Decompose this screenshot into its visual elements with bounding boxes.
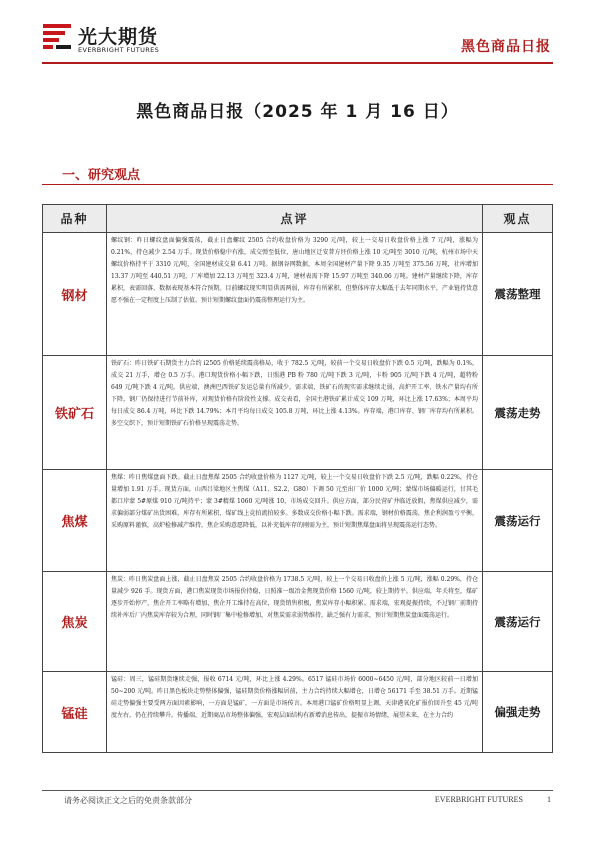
page-header: [0, 0, 595, 72]
footer-disclaimer: 请务必阅读正文之后的免责条款部分: [64, 796, 192, 805]
header-cell-view: 观点: [483, 205, 553, 233]
table-row: [43, 572, 553, 672]
header-cell-comment: 点评: [107, 205, 483, 233]
row-comment-steel: 螺纹钢：昨日螺纹盘面偏强震荡，截止日盘螺纹 2505 合约收盘价格为 3290 元/吨，较上一交易日收盘价格上涨 7 元/吨，涨幅为 0.21%，持仓减少 2.54 万手。现货价格稳中有涨，成交弹至低位，唐山地区迁安普方坯价格上涨 10 元/吨至 3010 元/吨，杭州市场中天螺纹价格持平于 3310 元/吨，全国建材成交量 6.41 万吨。据钢谷网数据，本周全国建材产量下降 9.35 万吨至 375.56 万吨，社库增加 13.37 万吨至 440.51 万吨，厂库增加 22.13 万吨至 323.4 万吨，建材表需下降 15.97 万吨至 340.06 万吨。建材产量继续下降，库存累积，表需回落，数据表现基本符合预期。目前螺纹现实明显供需两弱，库存有所累积，但整体库存大幅低于去年同期水平，产业链持货意愿不强在一定程度上压制了估值。预计短期螺纹盘面仍震荡整理运行为主。: [107, 233, 483, 356]
row-variety-silicomanganese: 锰硅: [43, 672, 107, 753]
row-view-silicomanganese: 偏强走势: [483, 672, 553, 753]
section-divider: [42, 184, 553, 185]
document-title: 黑色商品日报（2025 年 1 月 16 日）: [136, 102, 459, 122]
row-view-iron-ore: 震荡走势: [483, 356, 553, 470]
row-variety-coke: 焦炭: [43, 572, 107, 672]
row-comment-silicomanganese: 锰硅：周三，锰硅期货继续走强，报收 6714 元/吨，环比上涨 4.29%。6517 锰硅市场价 6000~6450 元/吨，部分地区较前一日增加 50~200 元/吨。昨日黑色板块走势整体偏强，锰硅期货价格涨幅居前，主力合约持续大幅增仓，日增仓 56171 手至 38.51 万手。近期锰硅走势偏强主要受两方面因素影响，一方面是锰矿，一方面是市场传言。本周港口锰矿价格明显上调，天津港氧化矿报价回升至 45 元/吨度左右，仍在持续攀升。传播端，近期商品市场整体偏强，宏观层面结构有新增消息传出，提振市场情绪，展望未来，在主力合约: [107, 672, 483, 753]
table-row: [43, 470, 553, 572]
section-title: 一、研究观点: [62, 168, 141, 183]
logo-english-text: EVERBRIGHT FUTURES: [78, 46, 160, 54]
everbright-logo-icon: [42, 22, 72, 54]
table-row: [43, 233, 553, 356]
page-footer: [0, 790, 595, 830]
header-divider: [42, 62, 553, 64]
row-comment-coke: 焦炭：昨日焦炭盘面上涨，截止日盘焦炭 2505 合约收盘价格为 1738.5 元/吨，较上一个交易日收盘价上涨 5 元/吨，涨幅 0.29%，持仓量减少 926 手。现货方面，港口焦炭现货市场报价持稳，日照准一级冶金焦现货价格 1560 元/吨，较上期持平。供应端，年关将至，煤矿逐步开始停产，焦企开工率略有增加，焦企开工维持在高位，现货销售积极，焦炭库存小幅积累。需求端，宏观提振持续，不过钢厂前期持续补库后厂内焦炭库存较为合理，同时钢厂集中检修增加，对焦炭需求弱势维持，缺乏强有力需求，预计短期焦炭盘面震荡运行。: [107, 572, 483, 672]
header-title: 黑色商品日报: [461, 39, 551, 55]
row-view-steel: 震荡整理: [483, 233, 553, 356]
row-variety-coking-coal: 焦煤: [43, 470, 107, 572]
row-variety-steel: 钢材: [43, 233, 107, 356]
logo-chinese-text: 光大期货: [78, 26, 159, 48]
row-comment-iron-ore: 铁矿石：昨日铁矿石期货主力合约 i2505 价格延续震荡格局，收于 782.5 元/吨，较前一个交易日收盘价下跌 0.5 元/吨，跌幅为 0.1%，成交 21 万手，增仓 0.5 万手。港口现货价格小幅下跌，日照港 PB 粉 780 元/吨下跌 3 元/吨，卡粉 905 元/吨下跌 4 元/吨，超特粉 649 元/吨下跌 4 元/吨。供应端，澳洲巴西铁矿发运总量有所减少，需求端，铁矿石的现实需求继续走弱，高炉开工率、铁水产量均有所下降，钢厂仍保持进行节前补库，对现货价格有阶段性支撑。成交表看，全国主港铁矿累计成交 109 万吨，环比上涨 17.63%；本周平均每日成交 86.4 万吨，环比下跌 14.79%；本月平均每日成交 105.8 万吨，环比上涨 4.13%。库存端，港口库存、钢厂库存均有所累积。多空交织下，预计短期铁矿石价格呈现震荡走势。: [107, 356, 483, 470]
table-header-row: [43, 205, 553, 233]
row-comment-coking-coal: 焦煤：昨日焦煤盘面下跌。截止日盘焦煤 2505 合约收盘价格为 1127 元/吨，较上一个交易日收盘价下跌 2.5 元/吨，跌幅 0.22%，持仓量增加 1.91 万手。现货方面，山西吕梁地区主焦煤（A11、S2.2、G80）下调 50 元至出厂价 1000 元/吨；蒙煤市场偏暖运行，甘其毛都口岸蒙 5#原煤 910 元/吨持平；蒙 3#精煤 1060 元/吨涨 10，市场成交回升。供应方面，部分民营矿井临近放假，焦煤供应减少，需求偏弱部分煤矿出货困难，库存有所累积，煤矿线上竞拍流拍较多。多数成交价格小幅下跌。需求端，钢材价格震荡，焦企利润盈亏平衡，采购原料谨慎，高炉检修减产维持，焦企采购意愿降低，以补充低库存的刚需为主，预计短期焦煤盘面将呈现震荡运行态势。: [107, 470, 483, 572]
table-row: [43, 356, 553, 470]
footer-company: EVERBRIGHT FUTURES: [434, 795, 523, 804]
row-variety-iron-ore: 铁矿石: [43, 356, 107, 470]
header-cell-variety: 品种: [43, 205, 107, 233]
company-logo: [42, 22, 182, 62]
footer-page-number: 1: [547, 795, 551, 804]
row-view-coking-coal: 震荡运行: [483, 470, 553, 572]
footer-divider: [42, 790, 553, 791]
research-view-table: [42, 204, 553, 753]
row-view-coke: 震荡运行: [483, 572, 553, 672]
table-row: [43, 672, 553, 753]
